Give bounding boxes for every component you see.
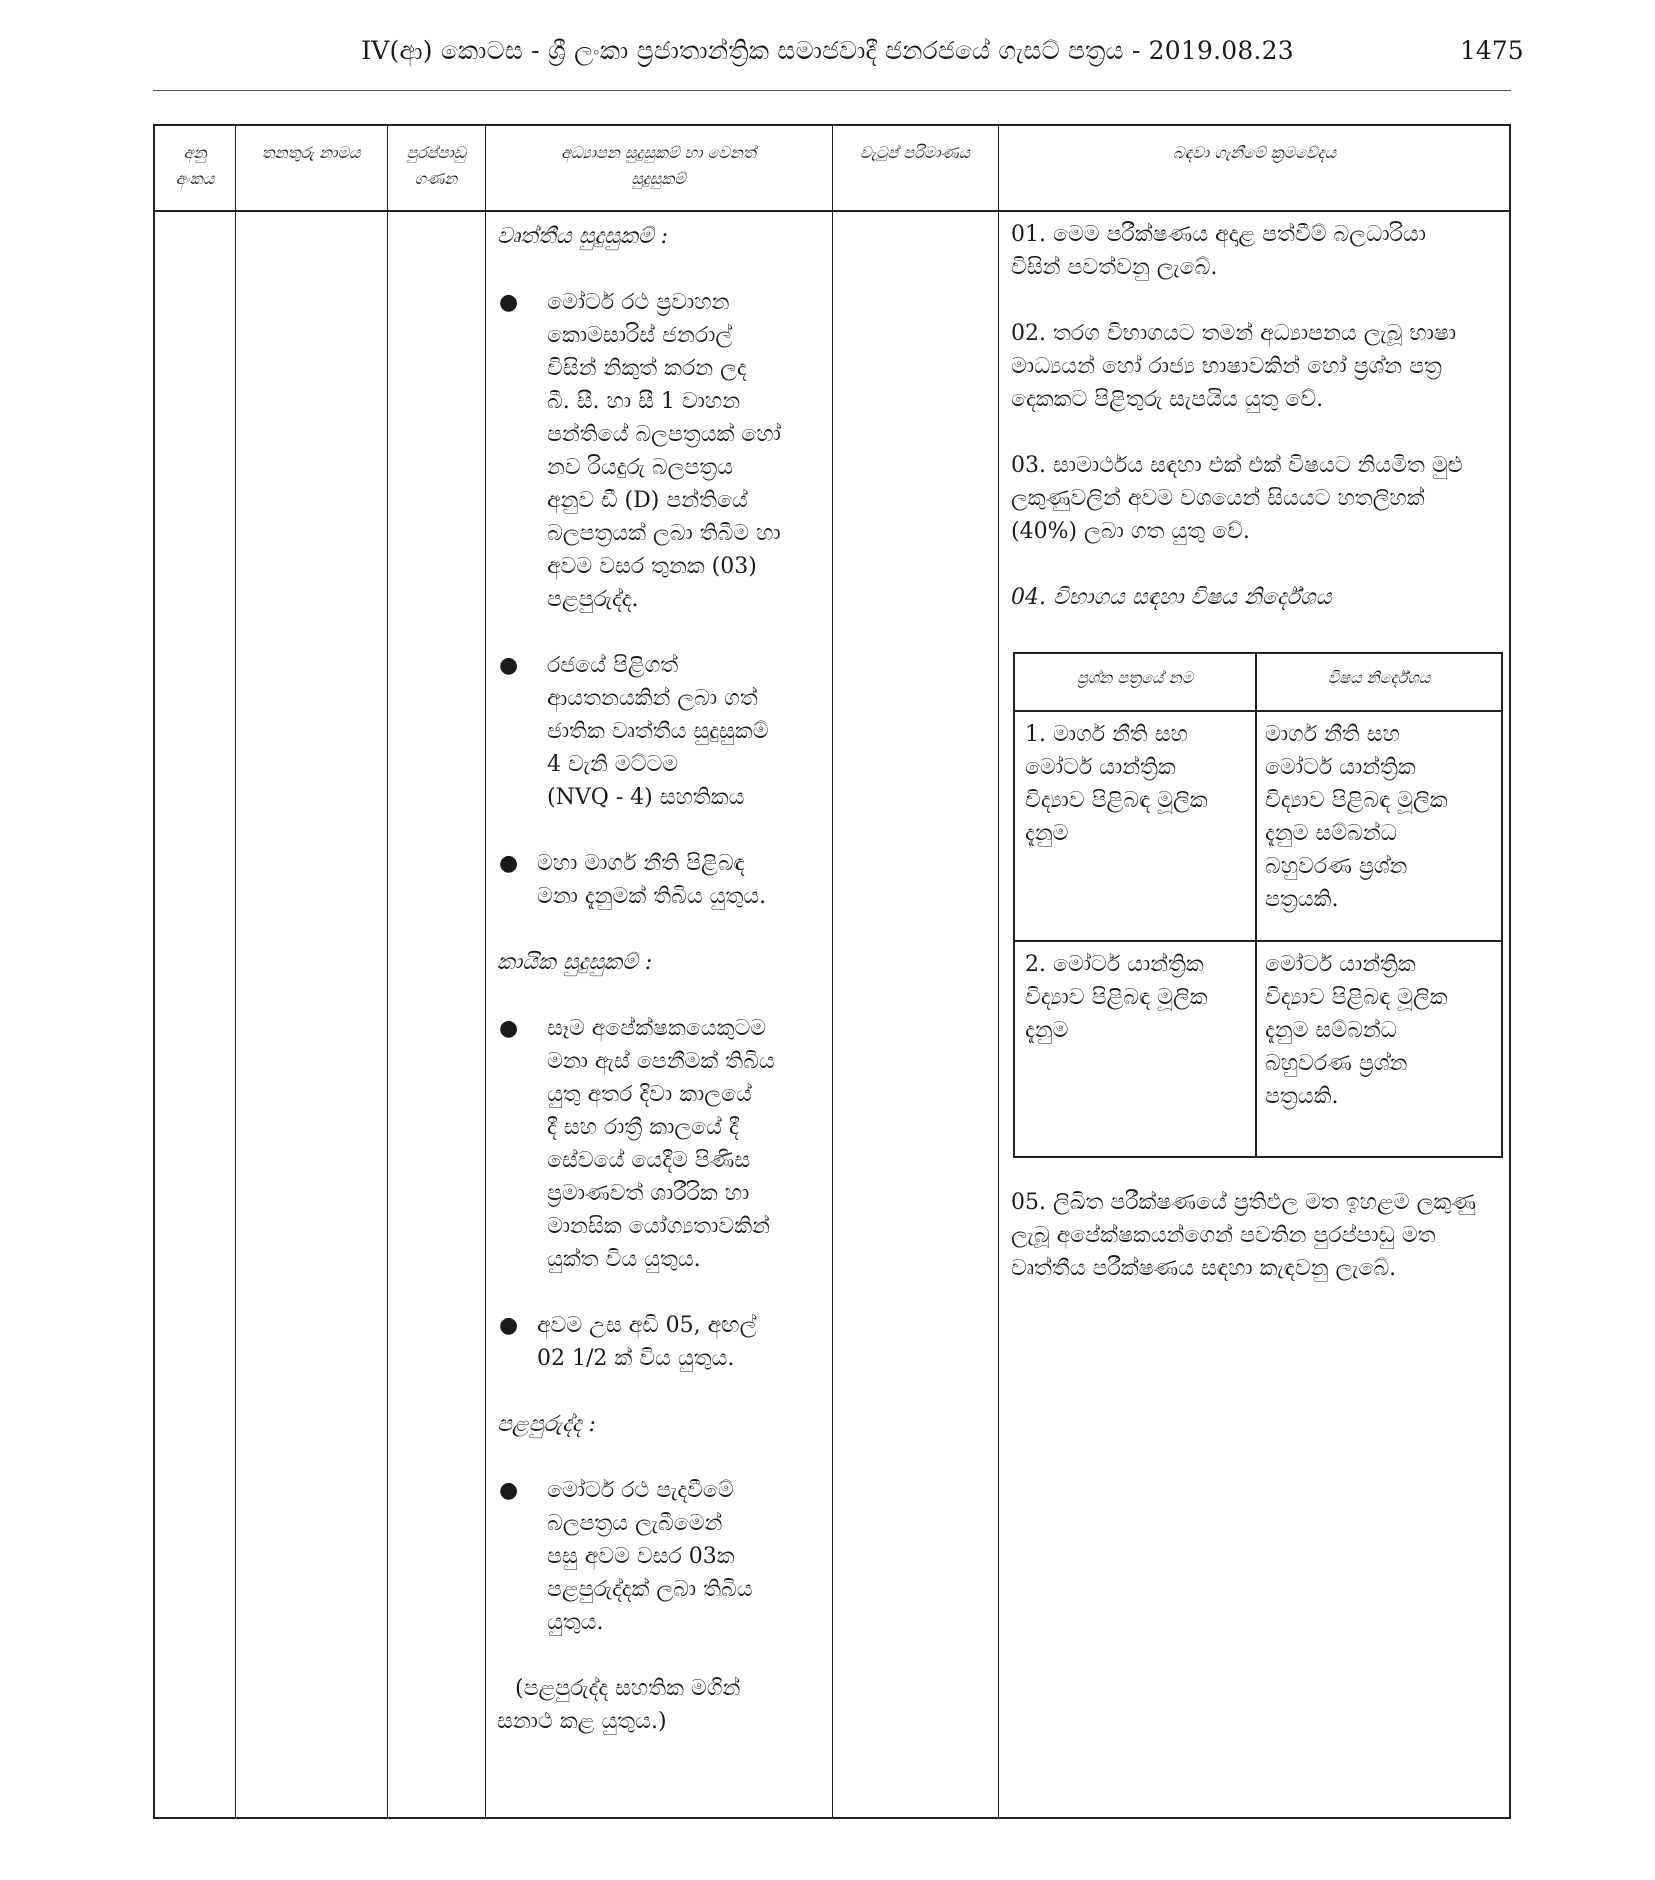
col-head-qualifications-line: අධ්‍යාපන සුදුසුකම් හා වෙනත් [561,143,756,162]
col-head-serial-line: අංකය [175,169,215,188]
list-item-line: පසු අවම වසර 03ක [547,1544,735,1569]
bullet-icon: ● [499,1016,519,1041]
list-item-line: දී සහ රාත්‍රී කාලයේ දී [547,1115,739,1140]
method-line: 02. තරග විභාගයට තමන් අධ්‍යාපනය ලැබූ භාෂා [1011,321,1457,346]
method-line: 05. ලිඛිත පරීක්ෂණයේ ප්‍රතිඵල මත ඉහළම ලකුණු [1011,1190,1476,1215]
list-item [497,1012,827,1276]
list-item-line: මනා ඇස් පෙනීමක් තිබිය [547,1049,775,1074]
list-item-line: යුතුය. [547,1610,604,1635]
cell-line: බහුවරණ ප්‍රශ්න [1265,1051,1408,1076]
list-item-line: නව රියදුරු බලපත්‍රය [547,455,734,480]
cell-line: විද්‍යාව පිළිබඳ මූලික [1025,985,1208,1010]
experience-note-line: (පළපුරුද්ද සහතික මගින් [515,1676,741,1701]
list-item-line: 02 1/2 ක් විය යුතුය. [537,1346,735,1371]
list-item-line: අවම වසර තුනක (03) [547,554,757,579]
col-head-vacancies-line: ගණන [414,169,458,188]
list-item-line: යුක්ත විය යුතුය. [547,1247,701,1272]
cell-line: විද්‍යාව පිළිබඳ මූලික [1265,985,1448,1010]
list-item-line: බලපත්‍රය ලැබීමෙන් [547,1511,723,1536]
list-item-line: ප්‍රමාණවත් ශාරීරික හා [547,1181,750,1206]
syllabus-table [1013,652,1503,1158]
cell-line: දැනුම [1025,821,1069,846]
syllabus-row-divider [1015,710,1501,712]
syllabus-column-divider [1255,654,1257,1156]
physical-qualifications-heading: කායික සුදුසුකම් : [497,950,653,975]
list-item-line: යුතු අතර දිවා කාලයේ [547,1082,752,1107]
cell-line: දැනුම සම්බන්ධ [1265,821,1397,846]
method-line: දෙකකට පිළිතුරු සැපයිය යුතු වේ. [1011,387,1324,412]
cell-line: දැනුම සම්බන්ධ [1265,1018,1397,1043]
list-item-line: මහා මාර්ග නීති පිළිබඳ [537,851,745,876]
column-divider [832,126,833,1817]
experience-note-line: සනාථ කළ යුතුය.) [497,1709,667,1734]
col-head-post: තනතුරු නාමය [261,143,361,162]
list-item-line: 4 වැනි මට්ටම [547,752,679,777]
method-line: ලැබූ අපේක්ෂකයන්ගෙන් පවතින පුරප්පාඩු මත [1011,1223,1436,1248]
list-item-line: මෝටර් රථ ප්‍රවාහන [547,290,730,315]
method-point-03 [1011,449,1506,548]
method-cell [1011,218,1506,614]
method-line: විසින් පවත්වනු ලැබේ. [1011,255,1218,280]
method-line: 03. සාමාර්ථය සඳහා එක් එක් විෂයට නියමිත මුළු [1011,453,1463,478]
qualifications-cell [497,220,827,1738]
method-point-05 [1011,1186,1506,1285]
list-item-line: පළපුරුද්ද. [547,587,639,612]
col-head-vacancies-line: පුරප්පාඩු [406,143,466,162]
cell-line: විද්‍යාව පිළිබඳ මූලික [1265,788,1448,813]
cell-line: විද්‍යාව පිළිබඳ මූලික [1025,788,1208,813]
cell-line: දැනුම [1025,1018,1069,1043]
gazette-header-title: IV(ආ) කොටස - ශ්‍රී ලංකා ප්‍රජාතාන්ත්‍රික සමාජවාදී ජනරජයේ ගැසට් පත්‍රය - 2019.08.23 [361,36,1294,65]
experience-heading: පළපුරුද්ද : [497,1412,596,1437]
col-head-serial [155,140,235,192]
col-head-method: බඳවා ගැනීමේ ක්‍රමවේදය [1172,143,1337,162]
column-divider [998,126,999,1817]
list-item-line: රජයේ පිළිගත් [547,653,679,678]
cell-line: 2. මෝටර් යාන්ත්‍රික [1025,952,1204,977]
syllabus-head-paper: ප්‍රශ්න පත්‍රයේ නම [1076,668,1194,687]
cell-line: 1. මාර්ග නීති සහ [1025,722,1188,747]
cell-line: පත්‍රයකි. [1265,1084,1339,1109]
method-line: 01. මෙම පරීක්ෂණය අදාළ පත්වීම් බලධාරියා [1011,222,1426,247]
list-item-line: සෑම අපේක්ෂකයෙකුටම [547,1016,767,1041]
col-head-salary: වැටුප් පරිමාණය [859,143,971,162]
cell-line: බහුවරණ ප්‍රශ්න [1265,854,1408,879]
syllabus-head-syllabus: විෂය නිර්දේශය [1327,668,1431,687]
col-head-vacancies [387,140,485,192]
list-item-line: ආයතනයකින් ලබා ගත් [547,686,758,711]
col-head-serial-line: අනු [183,143,207,162]
list-item-line: බී. සී. හා සී 1 වාහන [547,389,741,414]
syllabus-description-cell [1265,948,1490,1113]
list-item [497,1309,827,1375]
list-item-line: පළපුරුද්දක් ලබා තිබිය [547,1577,753,1602]
list-item-line: බලපත්‍රයක් ලබා තිබීම හා [547,521,781,546]
list-item [497,1474,827,1639]
bullet-icon: ● [499,1313,519,1338]
list-item-line: (NVQ - 4) සහතිකය [547,785,745,810]
list-item [497,286,827,616]
method-point-02 [1011,317,1506,416]
bullet-icon: ● [499,1478,519,1503]
method-line: මාධ්‍යයන් හෝ රාජ්‍ය භාෂාවකින් හෝ ප්‍රශ්න පත්‍ර [1011,354,1442,379]
bullet-icon: ● [499,851,519,876]
list-item-line: අවම උස අඩි 05, අඟල් [537,1313,757,1338]
list-item-line: විසින් නිකුත් කරන ලද [547,356,747,381]
list-item-line: අනුව ඩී (D) පන්තියේ [547,488,748,513]
cell-line: මෝටර් යාන්ත්‍රික [1025,755,1176,780]
cell-line: මෝටර් යාන්ත්‍රික [1265,755,1416,780]
list-item-line: මානසික යෝග්‍යතාවකින් [547,1214,770,1239]
syllabus-paper-cell [1025,718,1250,850]
syllabus-paper-cell [1025,948,1250,1047]
list-item-line: මෝටර් රථ පැදවීමේ [547,1478,734,1503]
column-divider [387,126,388,1817]
col-head-qualifications [485,140,832,192]
column-divider [485,126,486,1817]
method-point-01 [1011,218,1506,284]
method-line: (40%) ලබා ගත යුතු වේ. [1011,519,1250,544]
professional-qualifications-heading: වෘත්තීය සුදුසුකම් : [497,224,669,249]
list-item-line: කොමසාරිස් ජනරාල් [547,323,733,348]
cell-line: මෝටර් යාන්ත්‍රික [1265,952,1416,977]
page-number: 1475 [1460,36,1524,65]
cell-line: පත්‍රයකි. [1265,887,1339,912]
list-item [497,847,827,913]
col-head-qualifications-line: සුදුසුකම් [631,169,686,188]
method-line: වෘත්තීය පරීක්ෂණය සඳහා කැඳවනු ලැබේ. [1011,1256,1397,1281]
method-line: ලකුණුවලින් අවම වශයෙන් සියයට හතලිහක් [1011,486,1425,511]
column-divider [235,126,236,1817]
list-item-line: සේවයේ යෙදීම පිණිස [547,1148,751,1173]
list-item-line: මනා දැනුමක් තිබිය යුතුය. [537,884,767,909]
list-item-line: පන්තියේ බලපත්‍රයක් හෝ [547,422,781,447]
syllabus-row-divider [1015,940,1501,942]
bullet-icon: ● [499,653,519,678]
method-point-04-heading: 04. විභාගය සඳහා විෂය නිර්දේශය [1011,585,1332,610]
header-rule [153,90,1511,91]
cell-line: මාර්ග නීති සහ [1265,722,1400,747]
syllabus-description-cell [1265,718,1490,916]
list-item [497,649,827,814]
list-item-line: ජාතික වෘත්තීය සුදුසුකම් [547,719,769,744]
header-row-divider [155,210,1509,212]
bullet-icon: ● [499,290,519,315]
experience-note [497,1672,827,1738]
